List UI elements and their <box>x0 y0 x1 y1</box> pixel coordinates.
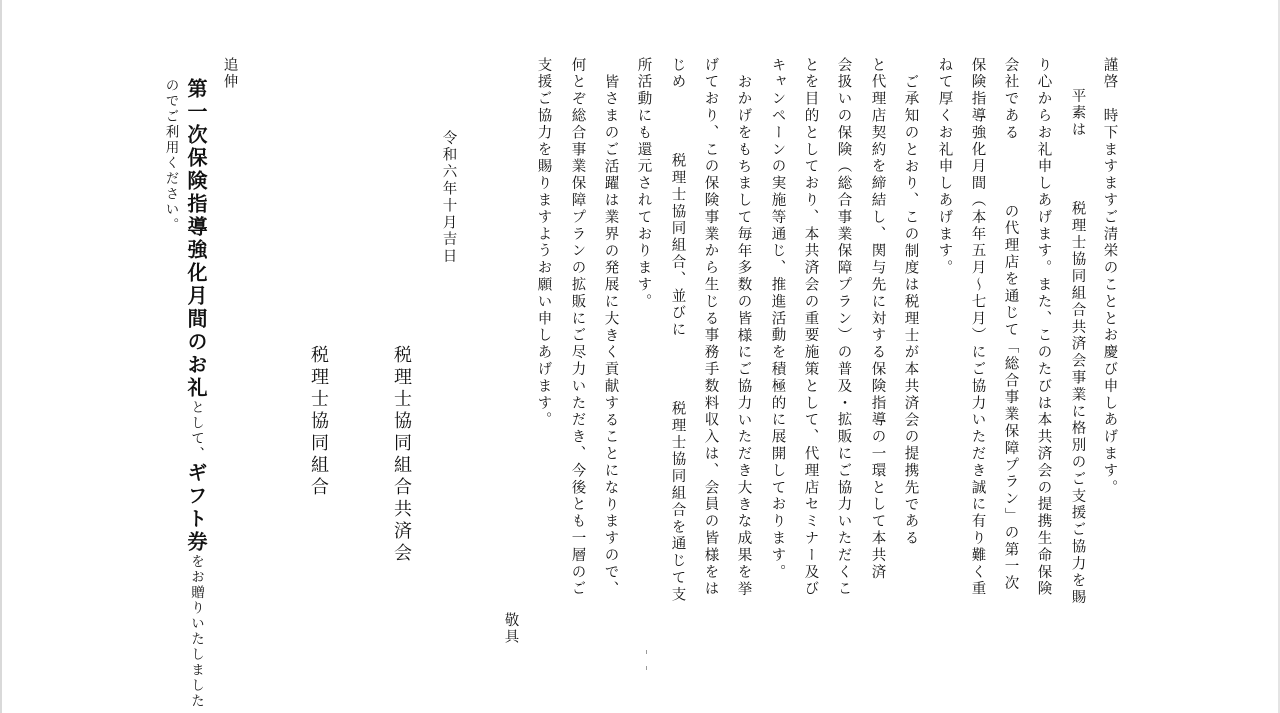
letter-text: おかげをもちまして毎年多数の皆様にご協力いただき大きな成果を挙 <box>735 74 752 598</box>
closing-keigu <box>503 612 518 646</box>
letter-line <box>703 57 718 598</box>
letter-line <box>1003 57 1018 592</box>
date-text: 令和六年十月吉日 <box>440 130 457 266</box>
postscript-line-2-text: のでご利用ください。 <box>162 78 179 233</box>
letter-text: 謹啓 時下ますますご清栄のこととお慶び申しあげます。 <box>1101 57 1118 497</box>
letter-line <box>803 57 818 598</box>
letter-text: 税理士協同組合共済会事業に格別のご支援ご協力を賜 <box>1069 200 1086 607</box>
letter-line <box>736 74 751 598</box>
letter-text: 会社である <box>1002 57 1019 142</box>
scan-speck <box>646 650 647 654</box>
postscript-line-2 <box>163 78 177 233</box>
postscript-label <box>222 57 237 91</box>
closing-text: 敬具 <box>502 612 519 646</box>
letter-line <box>536 57 551 429</box>
postscript-normal-1: として、 <box>188 400 204 462</box>
letter-line <box>770 57 785 581</box>
letter-line <box>836 57 851 598</box>
letter-text: 所活動にも還元されております。 <box>635 57 652 311</box>
letter-text: ご承知のとおり、この制度は税理士が本共済会の提携先である <box>902 74 919 548</box>
letter-line <box>937 57 952 277</box>
sender-text: 税理士協同組合 <box>308 345 329 499</box>
letter-text: とを目的としており、本共済会の重要施策として、代理店セミナー及び <box>802 57 819 598</box>
letter-text: 平素は <box>1069 88 1086 139</box>
letter-line <box>903 74 918 547</box>
postscript-line-1 <box>186 78 206 709</box>
letter-text: キャンペーンの実施等通じ、推進活動を積極的に展開しております。 <box>769 57 786 581</box>
page-left-edge <box>0 0 2 713</box>
letter-line <box>636 57 651 311</box>
letter-text: 保険指導強化月間（本年五月～七月）にご協力いただき誠に有り難く重 <box>969 57 986 598</box>
letter-line <box>870 57 885 581</box>
postscript-normal-2: をお贈りいたしました <box>188 554 204 709</box>
letter-line <box>670 57 685 604</box>
letter-text: ねて厚くお礼申しあげます。 <box>936 57 953 277</box>
letter-text: の代理店を通じて「総合事業保障プラン」の第一次 <box>1002 203 1019 593</box>
postscript-label-text: 追伸 <box>221 57 238 91</box>
sender-text: 税理士協同組合共済会 <box>391 345 412 565</box>
letter-line <box>603 74 618 598</box>
letter-text: 税理士協同組合、並びに <box>669 152 686 339</box>
letter-line <box>570 57 585 598</box>
letter-text: 税理士協同組合を通じて支 <box>669 400 686 604</box>
postscript-bold-1: 第一次保険指導強化月間のお礼 <box>184 78 208 400</box>
letter-text: げており、この保険事業から生じる事務手数料収入は、会員の皆様をは <box>702 57 719 598</box>
sender-name-1 <box>392 345 410 565</box>
letter-text: じめ <box>669 57 686 91</box>
postscript-bold-2: ギフト券 <box>184 462 208 554</box>
letter-text: 何とぞ総合事業保障プランの拡販にご尽力いただき、今後とも一層のご <box>569 57 586 598</box>
letter-line <box>1102 57 1117 496</box>
letter-text: と代理店契約を締結し、関与先に対する保険指導の一環として本共済 <box>869 57 886 581</box>
letter-text: 支援ご協力を賜りますようお願い申しあげます。 <box>535 57 552 429</box>
letter-line <box>1070 88 1085 606</box>
letter-text: 会扱いの保険（総合事業保障プラン）の普及・拡販にご協力いただくこ <box>835 57 852 598</box>
letter-text: り心からお礼申しあげます。また、このたびは本共済会の提携生命保険 <box>1035 57 1052 598</box>
letter-line <box>970 57 985 598</box>
letter-line <box>1036 57 1051 598</box>
letter-date <box>441 130 456 265</box>
sender-name-2 <box>309 345 327 499</box>
letter-text: 皆さまのご活躍は業界の発展に大きく貢献することになりますので、 <box>602 74 619 598</box>
scan-speck <box>646 666 647 670</box>
